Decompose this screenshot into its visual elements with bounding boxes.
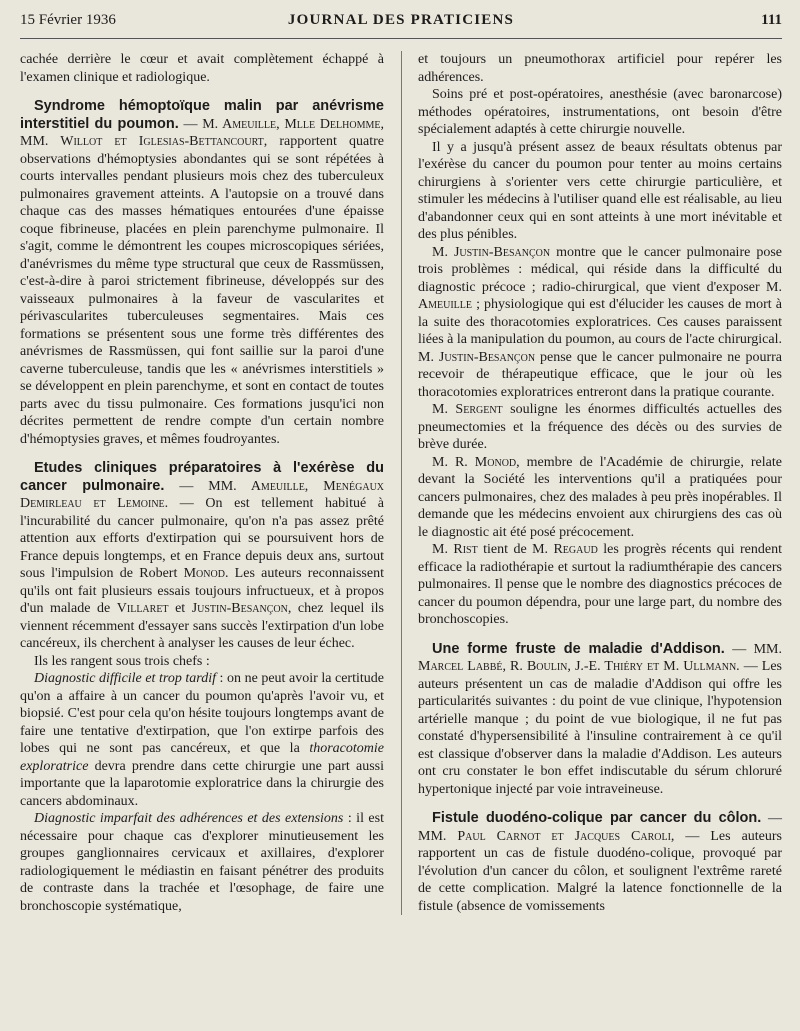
article-paragraph xyxy=(418,244,782,402)
article-body: : on ne peut avoir la certitude qu'on a affaire à un cancer du poumon qu'après l'avoir vu, et biopsié. C'est pour cela qu'on hésite toujours longtemps avant de faire une tentative d'extirpation, que l'on extirpe parfois des lobes qui ne sont pas cancéreux, et que la xyxy=(20,671,384,756)
person-name: Ameuille xyxy=(418,297,472,312)
italic-heading: Diagnostic difficile et trop tardif xyxy=(34,671,216,686)
article-paragraph: Soins pré et post-opératoires, anesthésie (avec baronarcose) méthodes opératoires, instrumentations, ont besoin d'être spécialement adaptés à cette chirurgie nouvelle. xyxy=(418,87,782,137)
article-authors: — MM. Ameuille, Menégaux Demirleau et Lemoine. xyxy=(20,478,385,511)
article-paragraph xyxy=(20,460,384,653)
article-body: M. xyxy=(432,244,454,260)
article-body: — Les auteurs rapportent un cas de fistule duodéno-colique, provoqué par l'évolution d'un cancer du côlon, et soulignent l'extrême rareté de cette complication. Malgré la latence fonctionnelle de la fistule (absence de vomissements xyxy=(418,828,782,914)
continuation-text: cachée derrière le cœur et avait complètement échappé à l'examen clinique et radiologique. xyxy=(20,52,384,85)
article-body: — Les auteurs présentent un cas de maladie d'Addison qui offre les particularités suivantes : du point de vue clinique, l'hypotension artérielle manque ; du point de vue biologique, il ne fut pas constaté d'hypersensibilité à l'insuline contrairement à ce qu'il est classique d'observer dans la maladie d'Addison. Les auteurs ont cru constater le bon effet indiscutable du sérum chloruré hypertonique injecté par voie intraveineuse. xyxy=(418,659,782,797)
person-name: Monod xyxy=(183,566,225,581)
column-divider xyxy=(401,51,402,915)
person-name: Villaret xyxy=(116,601,169,616)
page-number: 111 xyxy=(761,12,782,28)
person-name: Sergent xyxy=(455,402,503,417)
person-name: Justin-Besançon xyxy=(191,601,288,616)
article-paragraph xyxy=(418,541,782,629)
page-header xyxy=(20,12,782,39)
article-body: les progrès récents qui rendent efficace la radiothérapie et surtout la radiumthérapie des cancers pulmonaires. Il pense que le nombre des diagnostics précoces de cancer du poumon dépendra, pour une large part, du nombre des bronchoscopies. xyxy=(418,542,782,627)
article-addison xyxy=(418,641,782,799)
italic-heading: Diagnostic imparfait des adhérences et des extensions xyxy=(34,811,344,826)
article-body: : il est nécessaire pour chaque cas d'explorer minutieusement les groupes ganglionnaires cervicaux et axillaires, d'explorer radiologiquement le médiastin en faisant pénétrer des produits de contraste dans la trachée et l'œsophage, de faire une bronchoscopie systématique, xyxy=(20,811,384,914)
article-paragraph xyxy=(418,454,782,542)
article-body: . Les auteurs reconnaissent qu'ils ont fait plusieurs essais toujours infructueux, et à propos d'un malade de xyxy=(20,566,384,616)
left-column xyxy=(20,51,384,915)
person-name: Monod xyxy=(474,454,517,470)
article-hemoptysis xyxy=(20,98,384,448)
article-title: Fistule duodéno-colique par cancer du côlon. xyxy=(432,810,762,826)
article-paragraph xyxy=(418,810,782,915)
article-paragraph: Ils les rangent sous trois chefs : xyxy=(34,653,210,669)
article-paragraph xyxy=(418,641,782,799)
article-body: et xyxy=(168,601,192,616)
article-body: M. R. xyxy=(432,454,475,470)
article-title: Une forme fruste de maladie d'Addison. xyxy=(432,640,725,657)
article-authors: — MM. Marcel Labbé, R. Boulin, J.-E. Thiéry et M. Ullmann. xyxy=(418,641,782,674)
article-paragraph xyxy=(20,810,384,915)
article-body: pense que le cancer pulmonaire ne pourra recevoir de thérapeutique efficace, que le jour où les thoracotomies exploratrices entreront dans la pratique courante. xyxy=(418,349,782,400)
article-body: — On est tellement habitué à l'incurabilité du cancer pulmonaire, qu'on n'a pas assez prêté attention aux efforts d'extirpation qui se poursuivent hors de France depuis longtemps, et en France depuis deux ans, surtout sous l'impulsion de Robert xyxy=(20,496,384,581)
article-paragraph xyxy=(20,670,384,810)
article-authors: — MM. Paul Carnot et Jacques Caroli, xyxy=(418,811,782,844)
article-authors: — M. Ameuille, Mlle Delhomme, MM. Willot et Iglesias-Bettancourt, xyxy=(20,116,384,149)
article-body: , chez lequel ils viennent récemment d'essayer sans succès l'extirpation d'un lobe cancéreux, ils cherchent à analyser les causes de leur échec. xyxy=(20,601,384,651)
article-body: tient de M. xyxy=(477,542,554,557)
issue-date: 15 Février 1936 xyxy=(20,12,116,28)
article-fistula xyxy=(418,810,782,915)
article-lung-cancer xyxy=(20,460,384,915)
journal-title: JOURNAL DES PRATICIENS xyxy=(287,12,515,28)
text-columns xyxy=(20,51,782,915)
article-body: M. xyxy=(432,542,454,557)
article-body: montre que le cancer pulmonaire pose trois problèmes : médical, qui réside dans la difficulté du diagnostic précoce ; radio-chirurgical, que vient d'exposer M. xyxy=(418,244,782,295)
article-paragraph: Il y a jusqu'à présent assez de beaux résultats obtenus par l'exérèse du cancer du poumon pour tenter au moins certains chirurgiens à s'orienter vers cette chirurgie particulière, et stimuler les médecins à l'utiliser quand elle est réalisable, au lieu d'abandonner ceux qui en sont atteints à une mort inévitable et des plus pénibles. xyxy=(418,139,782,242)
article-body: devra prendre dans cette chirurgie une part aussi importante que la laparotomie exploratrice dans la chirurgie des cancers abdominaux. xyxy=(20,758,384,809)
article-body: ; physiologique qui est d'élucider les causes de mort à la suite des thoracotomies exploratrices. Ces causes paraissent liées à la manipulation du poumon, au cours de l'acte chirurgical. M. xyxy=(418,297,782,365)
right-column xyxy=(418,51,782,915)
person-name: Rist xyxy=(453,542,478,557)
article-paragraph xyxy=(20,98,384,448)
italic-term: thoracotomie exploratrice xyxy=(20,741,384,774)
article-body: , membre de l'Académie de chirurgie, relate devant la Société les interventions qu'il a pratiquées pour cancers pulmonaires, chez des malades à peu près inopérables. Il demande que les médecins envoient aux chirurgiens des cas où le diagnostic ait été posé précocement. xyxy=(418,454,782,540)
article-body: rapportent quatre observations d'hémoptysies abondantes qui se sont répétées à courts intervalles pendant plusieurs mois chez des tuberculeux pulmonaires gravement atteints. A l'autopsie on a trouvé dans chaque cas des masses hématiques entourées d'une épaisse coque fibrineuse, placées en plein parenchyme pulmonaire. Il s'agit, comme le démontrent les coupes microscopiques sériées, d'anévrismes du même type structural que ceux de Rassmüssen, c'est-à-dire à paroi strictement fibrineuse, développés sur des vaisseaux pulmonaires à la faveur de vascularites et périvascularites tuberculeuses segmentaires. Mais ces formations se présentent sous une forme très différentes des anévrismes de Rassmüssen, qui font saillie sur la paroi d'une caverne tuberculeuse, tandis que les « anévrismes interstitiels » se développent en plein parenchyme, et sont en contact de toutes parts avec du tissu pulmonaire. Ces formations jusqu'ici non décrites permettent de rendre compte d'un certain nombre d'hémoptysies graves, et mêmes foudroyantes. xyxy=(20,134,384,447)
article-paragraph xyxy=(418,401,782,454)
article-title: Syndrome hémoptoïque malin par anévrisme interstitiel du poumon. xyxy=(20,98,384,132)
article-body: souligne les énormes difficultés actuelles des pneumectomies et la fréquence des décès ou des survies de brève durée. xyxy=(418,402,783,452)
person-name: Justin-Besançon xyxy=(438,349,536,365)
article-title: Etudes cliniques préparatoires à l'exérèse du cancer pulmonaire. xyxy=(20,460,384,494)
article-body: M. xyxy=(432,402,456,417)
continuation-text: et toujours un pneumothorax artificiel pour repérer les adhérences. xyxy=(418,52,782,85)
person-name: Justin-Besançon xyxy=(453,244,551,260)
person-name: Regaud xyxy=(553,542,598,557)
